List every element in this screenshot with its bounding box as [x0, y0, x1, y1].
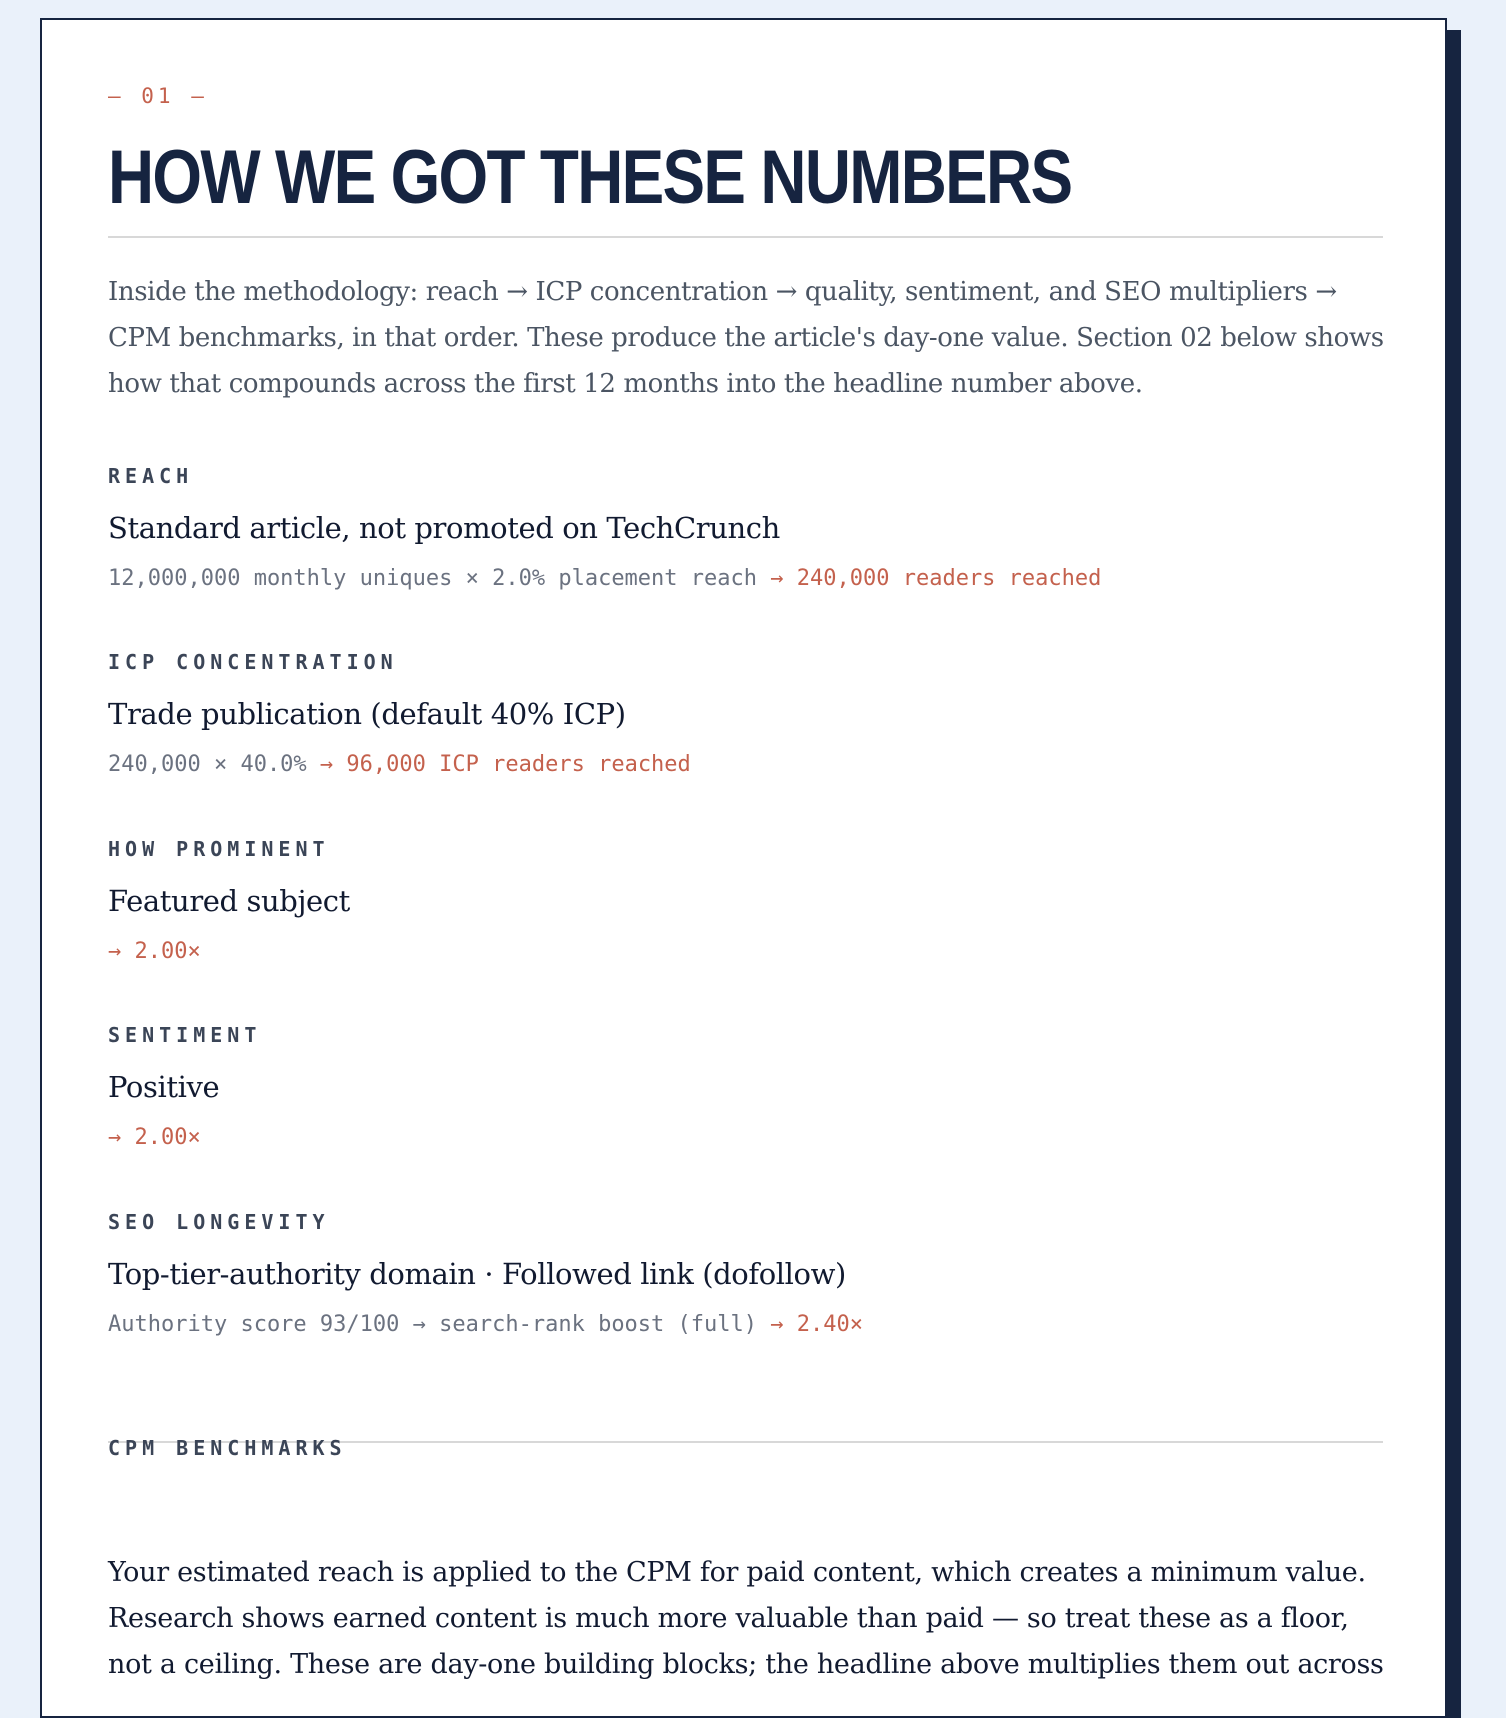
item-label: SEO LONGEVITY — [108, 1210, 330, 1234]
cpm-label: CPM BENCHMARKS — [108, 1436, 347, 1460]
item-calc — [108, 1124, 1383, 1152]
section-title: HOW WE GOT THESE NUMBERS — [108, 135, 1072, 220]
calc-result: → 96,000 ICP readers reached — [306, 752, 691, 777]
cpm-benchmarks-item — [108, 1436, 1383, 1460]
calc-formula: 240,000 × 40.0% — [108, 752, 307, 777]
icp-concentration-item — [108, 650, 1383, 779]
section-number: — 01 — — [108, 84, 208, 108]
cpm-paragraph: Your estimated reach is applied to the CPM for paid content, which creates a minimum value. Research shows earned content is much more valuable than paid — so treat these as a floor, not a ceiling. These are day-one building blocks; the headline above multiplies them out across — [108, 1557, 1384, 1680]
prominence-item — [108, 837, 1383, 966]
item-calc — [108, 565, 1383, 593]
calc-result: → 240,000 readers reached — [757, 566, 1102, 591]
item-calc — [108, 751, 1383, 779]
item-value: Standard article, not promoted on TechCrunch — [108, 511, 780, 545]
calc-formula: Authority score 93/100 → search-rank boost (full) — [108, 1312, 758, 1337]
item-calc — [108, 938, 1383, 966]
seo-longevity-item — [108, 1210, 1383, 1339]
title-divider — [108, 236, 1383, 238]
item-label: HOW PROMINENT — [108, 837, 330, 861]
item-value: Trade publication (default 40% ICP) — [108, 697, 626, 731]
item-value: Featured subject — [108, 884, 350, 918]
item-calc — [108, 1311, 1383, 1339]
methodology-card — [40, 18, 1447, 1718]
item-value: Top-tier-authority domain · Followed link (dofollow) — [108, 1257, 846, 1291]
item-value: Positive — [108, 1070, 220, 1104]
calc-formula: 12,000,000 monthly uniques × 2.0% placement reach — [108, 566, 758, 591]
item-label: REACH — [108, 464, 194, 488]
sentiment-item — [108, 1023, 1383, 1152]
calc-result: → 2.00× — [108, 1125, 201, 1150]
item-label: SENTIMENT — [108, 1023, 262, 1047]
reach-item — [108, 464, 1383, 593]
item-label: ICP CONCENTRATION — [108, 650, 398, 674]
calc-result: → 2.00× — [108, 939, 201, 964]
intro-paragraph: Inside the methodology: reach → ICP concentration → quality, sentiment, and SEO multipliers → CPM benchmarks, in that order. These produce the article's day-one value. Section 02 below shows how that compounds across the first 12 months into the headline number above. — [108, 277, 1384, 399]
calc-result: → 2.40× — [757, 1312, 863, 1337]
